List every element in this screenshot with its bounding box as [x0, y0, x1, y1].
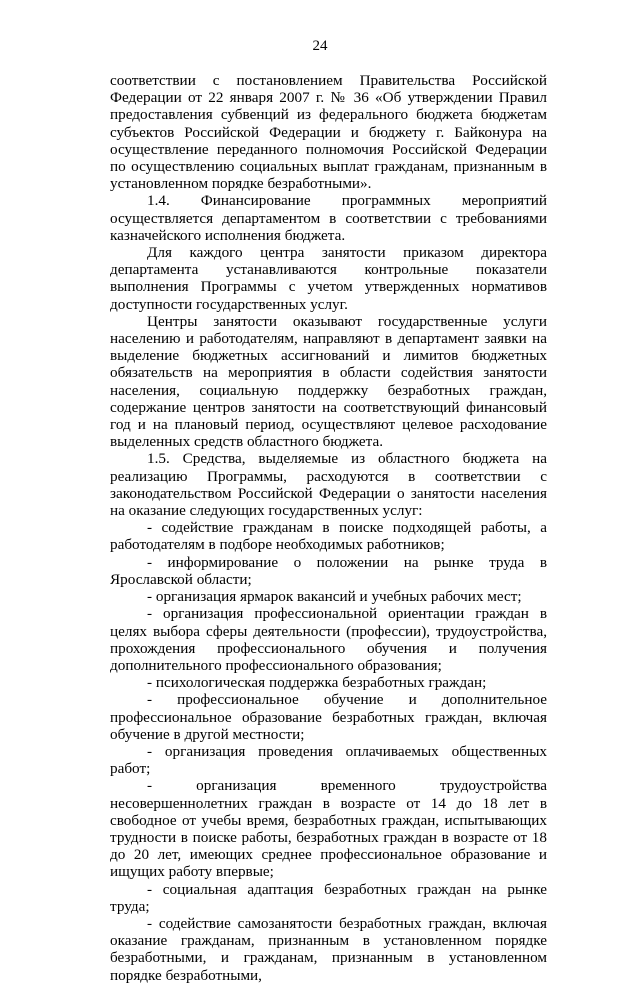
- paragraph: Центры занятости оказывают государственные услуги населению и работодателям, направляют в департамент заявки на выделение бюджетных ассигнований и лимитов бюджетных обязательств на мероприятия в области содействия занятости населения, социальную поддержку безработных граждан, содержание центров занятости на соответствующий финансовый год и на плановый период, осуществляют целевое расходование выделенных средств областного бюджета.: [110, 312, 547, 451]
- paragraph: 1.4. Финансирование программных мероприятий осуществляется департаментом в соответствии с требованиями казначейского исполнения бюджета.: [110, 192, 547, 244]
- list-item: - профессиональное обучение и дополнительное профессиональное образование безработных граждан, включая обучение в другой местности;: [110, 691, 547, 743]
- paragraph: Для каждого центра занятости приказом директора департамента устанавливаются контрольные показатели выполнения Программы с учетом утвержденных нормативов доступности государственных услуг.: [110, 244, 547, 313]
- paragraph: соответствии с постановлением Правительства Российской Федерации от 22 января 2007 г. № 36 «Об утверждении Правил предоставления субвенций из федерального бюджета бюджетам субъектов Российской Федерации и бюджету г. Байконура на осуществление переданного полномочия Российской Федерации по осуществлению социальных выплат гражданам, признанным в установленном порядке безработными».: [110, 72, 547, 193]
- list-item: - информирование о положении на рынке труда в Ярославской области;: [110, 553, 547, 588]
- list-item: - организация профессиональной ориентации граждан в целях выбора сферы деятельности (профессии), трудоустройства, прохождения профессионального обучения и получения дополнительного профессионального образования;: [110, 605, 547, 674]
- list-item: - организация временного трудоустройства несовершеннолетних граждан в возрасте от 14 до 18 лет в свободное от учебы время, безработных граждан, испытывающих трудности в поиске работы, безработных граждан в возрасте от 18 до 20 лет, имеющих среднее профессиональное образование и ищущих работу впервые;: [110, 777, 547, 881]
- list-item: - психологическая поддержка безработных граждан;: [147, 674, 487, 692]
- page-body: [110, 72, 547, 984]
- list-item: - содействие гражданам в поиске подходящей работы, а работодателям в подборе необходимых работников;: [110, 519, 547, 554]
- list-item: - социальная адаптация безработных граждан на рынке труда;: [110, 880, 547, 915]
- paragraph: 1.5. Средства, выделяемые из областного бюджета на реализацию Программы, расходуются в соответствии с законодательством Российской Федерации о занятости населения на оказание следующих государственных услуг:: [110, 450, 547, 520]
- list-item: - содействие самозанятости безработных граждан, включая оказание гражданам, признанным в установленном порядке безработными, и гражданам, признанным в установленном порядке безработными,: [110, 914, 547, 984]
- list-item: - организация проведения оплачиваемых общественных работ;: [110, 742, 547, 778]
- page-number: 24: [312, 38, 328, 54]
- list-item: - организация ярмарок вакансий и учебных рабочих мест;: [147, 588, 522, 606]
